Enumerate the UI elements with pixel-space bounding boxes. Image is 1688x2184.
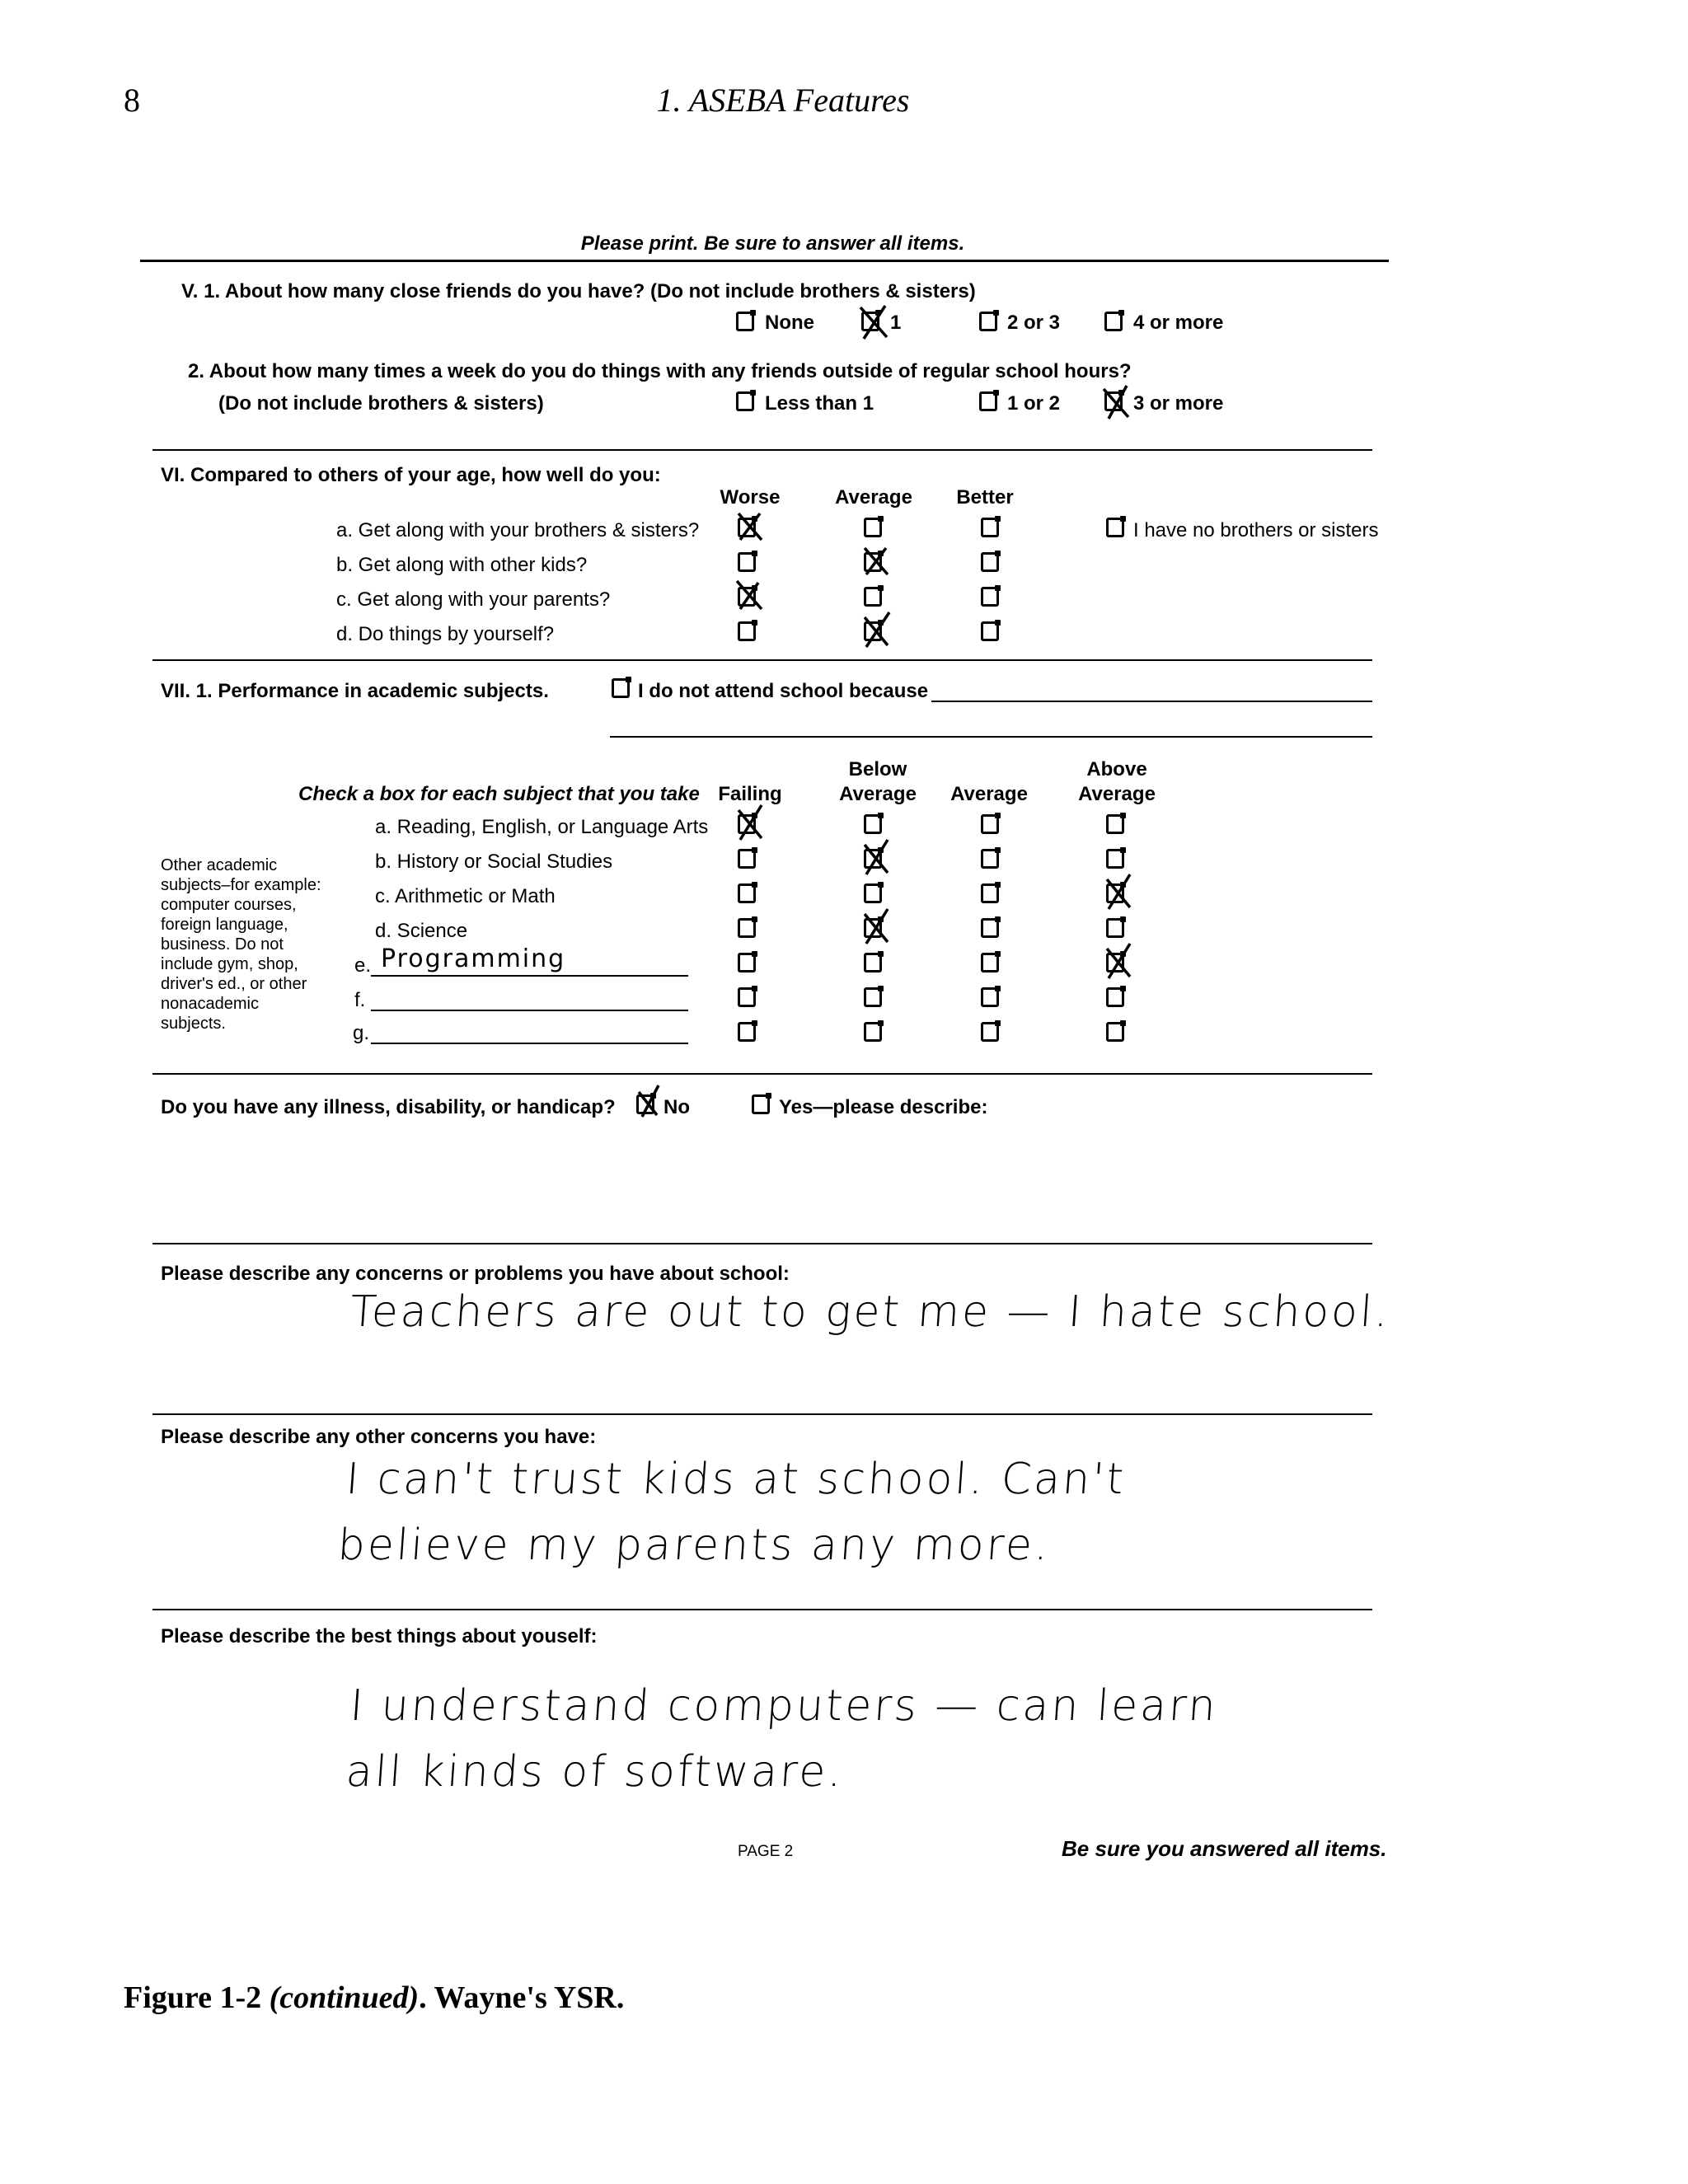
- subject-c: c. Arithmetic or Math: [375, 885, 556, 907]
- subject-b-below-average-checkbox[interactable]: [864, 849, 882, 869]
- times-1or2-label: 1 or 2: [1007, 392, 1061, 415]
- other-concerns-label: Please describe any other concerns you have:: [161, 1426, 597, 1448]
- subject-f: f.: [354, 989, 366, 1011]
- page-label: PAGE 2: [738, 1843, 794, 1860]
- subject-c-below-average-checkbox[interactable]: [864, 883, 882, 903]
- subject-g-average-checkbox[interactable]: [981, 1022, 999, 1042]
- subject-c-above-average-checkbox[interactable]: [1106, 883, 1124, 903]
- vi-item-c: c. Get along with your parents?: [336, 588, 611, 611]
- vi-item-a: a. Get along with your brothers & sisters?: [336, 519, 700, 541]
- subject-d-failing-checkbox[interactable]: [738, 918, 756, 938]
- divider: [152, 659, 1372, 661]
- col-below-header-2: Average: [839, 783, 917, 805]
- col-worse-header: Worse: [720, 486, 781, 509]
- best-things-label: Please describe the best things about youself:: [161, 1625, 598, 1647]
- subject-g: g.: [353, 1022, 370, 1044]
- subject-f-failing-checkbox[interactable]: [738, 987, 756, 1007]
- footer-reminder: Be sure you answered all items.: [1062, 1836, 1387, 1861]
- subject-e-failing-checkbox[interactable]: [738, 953, 756, 972]
- divider: [152, 449, 1372, 451]
- col-above-header-2: Average: [1078, 783, 1156, 805]
- no-siblings-label: I have no brothers or sisters: [1133, 519, 1379, 541]
- subject-e-line[interactable]: [371, 975, 688, 977]
- vi-b-average-checkbox[interactable]: [864, 552, 882, 572]
- subject-e-below-average-checkbox[interactable]: [864, 953, 882, 972]
- caption-suffix: . Wayne's YSR.: [419, 1980, 625, 2015]
- subject-e-above-average-checkbox[interactable]: [1106, 953, 1124, 972]
- friends-4more-label: 4 or more: [1133, 312, 1224, 334]
- friends-question: V. 1. About how many close friends do you have? (Do not include brothers & sisters): [181, 280, 976, 302]
- col-better-header: Better: [956, 486, 1014, 509]
- vi-item-b: b. Get along with other kids?: [336, 554, 588, 576]
- col-above-header-1: Above: [1086, 758, 1147, 780]
- running-title: 1. ASEBA Features: [656, 82, 910, 119]
- times-1or2-checkbox[interactable]: [979, 391, 997, 411]
- subject-d-average-checkbox[interactable]: [981, 918, 999, 938]
- illness-no-checkbox[interactable]: [636, 1094, 654, 1114]
- vi-d-average-checkbox[interactable]: [864, 621, 882, 641]
- friends-2or3-label: 2 or 3: [1007, 312, 1061, 334]
- vi-a-better-checkbox[interactable]: [981, 518, 999, 537]
- vi-item-d: d. Do things by yourself?: [336, 623, 555, 645]
- times-less1-label: Less than 1: [765, 392, 874, 415]
- times-3more-label: 3 or more: [1133, 392, 1224, 415]
- caption-prefix: Figure 1-2: [124, 1980, 270, 2015]
- subject-b-average-checkbox[interactable]: [981, 849, 999, 869]
- col-average-header: Average: [835, 486, 912, 509]
- illness-no-label: No: [663, 1096, 690, 1118]
- no-siblings-checkbox[interactable]: [1106, 518, 1124, 537]
- divider: [152, 1243, 1372, 1244]
- illness-yes-checkbox[interactable]: [752, 1094, 770, 1114]
- subject-a-average-checkbox[interactable]: [981, 814, 999, 834]
- subject-b: b. History or Social Studies: [375, 851, 613, 873]
- subject-f-line[interactable]: [371, 1010, 688, 1011]
- vi-a-average-checkbox[interactable]: [864, 518, 882, 537]
- school-concerns-answer[interactable]: Teachers are out to get me — I hate school.: [348, 1287, 1393, 1337]
- section-vi-title: VI. Compared to others of your age, how well do you:: [161, 464, 661, 486]
- page-number: 8: [124, 82, 140, 119]
- vi-c-average-checkbox[interactable]: [864, 587, 882, 607]
- subject-e-written: Programming: [381, 944, 566, 973]
- other-concerns-answer-1[interactable]: I can't trust kids at school. Can't: [344, 1455, 1128, 1504]
- vi-d-better-checkbox[interactable]: [981, 621, 999, 641]
- divider: [152, 1413, 1372, 1415]
- col-below-header-1: Below: [848, 758, 907, 780]
- subject-a-above-average-checkbox[interactable]: [1106, 814, 1124, 834]
- no-school-reason-line-2[interactable]: [610, 736, 1372, 738]
- subject-f-average-checkbox[interactable]: [981, 987, 999, 1007]
- print-instruction: Please print. Be sure to answer all items.: [580, 232, 965, 255]
- section-vii-title: VII. 1. Performance in academic subjects.: [161, 680, 549, 702]
- subject-g-failing-checkbox[interactable]: [738, 1022, 756, 1042]
- subject-a-below-average-checkbox[interactable]: [864, 814, 882, 834]
- subject-a-failing-checkbox[interactable]: [738, 814, 756, 834]
- subject-g-line[interactable]: [371, 1043, 688, 1044]
- divider: [152, 1609, 1372, 1610]
- no-school-label: I do not attend school because: [638, 680, 929, 702]
- subject-b-above-average-checkbox[interactable]: [1106, 849, 1124, 869]
- no-school-checkbox[interactable]: [612, 678, 630, 698]
- subject-f-above-average-checkbox[interactable]: [1106, 987, 1124, 1007]
- times-week-question: 2. About how many times a week do you do things with any friends outside of regular school hours?: [188, 360, 1132, 382]
- subject-c-failing-checkbox[interactable]: [738, 883, 756, 903]
- divider: [140, 260, 1389, 262]
- vi-b-better-checkbox[interactable]: [981, 552, 999, 572]
- best-things-answer-1[interactable]: I understand computers — can learn: [348, 1681, 1220, 1731]
- subject-e: e.: [354, 954, 372, 977]
- other-subjects-note: Other academic subjects–for example: computer courses, foreign language, business. Do not include gym, shop, driver's ed., or other nonacademic subjects.: [161, 856, 321, 1033]
- subject-d: d. Science: [375, 920, 468, 942]
- illness-question: Do you have any illness, disability, or handicap?: [161, 1096, 616, 1118]
- subject-g-above-average-checkbox[interactable]: [1106, 1022, 1124, 1042]
- friends-1-label: 1: [890, 312, 902, 334]
- vi-c-better-checkbox[interactable]: [981, 587, 999, 607]
- friends-2or3-checkbox[interactable]: [979, 312, 997, 331]
- subject-d-above-average-checkbox[interactable]: [1106, 918, 1124, 938]
- friends-none-checkbox[interactable]: [736, 312, 754, 331]
- caption-italic: (continued): [269, 1980, 420, 2015]
- friends-none-label: None: [765, 312, 814, 334]
- subject-f-below-average-checkbox[interactable]: [864, 987, 882, 1007]
- times-week-note: (Do not include brothers & sisters): [218, 392, 544, 415]
- vi-d-worse-checkbox[interactable]: [738, 621, 756, 641]
- vi-c-worse-checkbox[interactable]: [738, 587, 756, 607]
- vi-a-worse-checkbox[interactable]: [738, 518, 756, 537]
- col-failing-header: Failing: [718, 783, 782, 805]
- friends-4more-checkbox[interactable]: [1104, 312, 1123, 331]
- subject-c-average-checkbox[interactable]: [981, 883, 999, 903]
- other-concerns-answer-2[interactable]: believe my parents any more.: [335, 1521, 1053, 1570]
- friends-1-checkbox[interactable]: [861, 312, 879, 331]
- col-average-header: Average: [950, 783, 1028, 805]
- illness-yes-label: Yes—please describe:: [779, 1096, 988, 1118]
- best-things-answer-2[interactable]: all kinds of software.: [344, 1747, 846, 1797]
- divider: [152, 1073, 1372, 1075]
- times-less1-checkbox[interactable]: [736, 391, 754, 411]
- subject-d-below-average-checkbox[interactable]: [864, 918, 882, 938]
- subject-g-below-average-checkbox[interactable]: [864, 1022, 882, 1042]
- no-school-reason-line[interactable]: [931, 701, 1372, 702]
- subjects-instruction: Check a box for each subject that you take: [298, 783, 700, 805]
- school-concerns-label: Please describe any concerns or problems you have about school:: [161, 1263, 790, 1285]
- subject-a: a. Reading, English, or Language Arts: [375, 816, 709, 838]
- figure-caption: [124, 1980, 624, 2016]
- vi-b-worse-checkbox[interactable]: [738, 552, 756, 572]
- subject-b-failing-checkbox[interactable]: [738, 849, 756, 869]
- times-3more-checkbox[interactable]: [1104, 391, 1123, 411]
- subject-e-average-checkbox[interactable]: [981, 953, 999, 972]
